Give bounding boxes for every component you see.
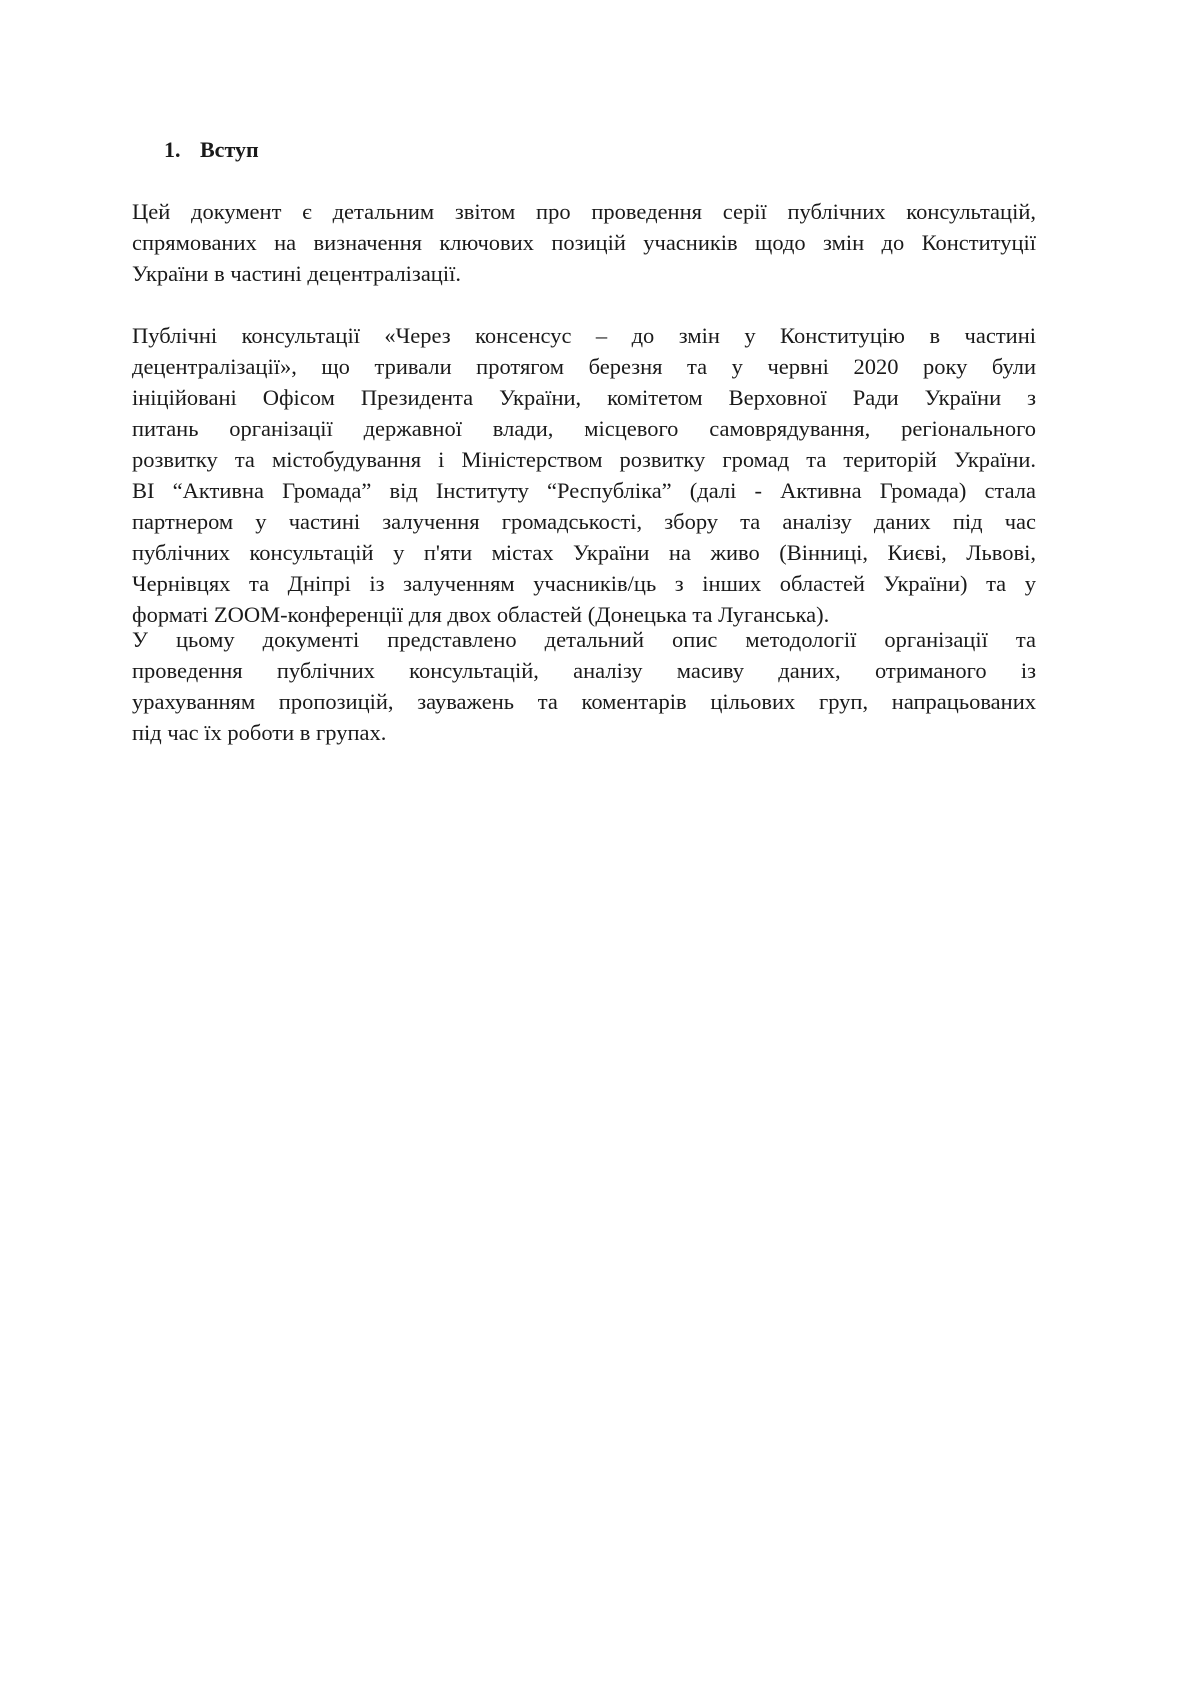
text-line: Чернівцях та Дніпрі із залученням учасників/ць з інших областей України) та у <box>132 571 1036 596</box>
paragraph-intro <box>132 196 1036 289</box>
text-line: У цьому документі представлено детальний опис методології організації та <box>132 627 1036 652</box>
text-line: децентралізації», що тривали протягом березня та у червні 2020 року були <box>132 354 1036 379</box>
text-line: ВІ “Активна Громада” від Інституту “Республіка” (далі - Активна Громада) стала <box>132 478 1036 503</box>
section-heading <box>164 136 259 164</box>
text-line: України в частині децентралізації. <box>132 261 461 286</box>
text-line: публічних консультацій у п'яти містах України на живо (Вінниці, Києві, Львові, <box>132 540 1036 565</box>
paragraph-document-contents <box>132 624 1036 748</box>
text-line: питань організації державної влади, місцевого самоврядування, регіонального <box>132 416 1036 441</box>
paragraph-consultations <box>132 320 1036 630</box>
text-line: спрямованих на визначення ключових позицій учасників щодо змін до Конституції <box>132 230 1036 255</box>
text-line: під час їх роботи в групах. <box>132 720 387 745</box>
text-line: проведення публічних консультацій, аналізу масиву даних, отриманого із <box>132 658 1036 683</box>
text-line: партнером у частині залучення громадськості, збору та аналізу даних під час <box>132 509 1036 534</box>
section-title: Вступ <box>200 137 259 162</box>
text-line: форматі ZOOM-конференції для двох областей (Донецька та Луганська). <box>132 602 830 627</box>
text-line: ініційовані Офісом Президента України, комітетом Верховної Ради України з <box>132 385 1036 410</box>
text-line: урахуванням пропозицій, зауважень та коментарів цільових груп, напрацьованих <box>132 689 1036 714</box>
text-line: Публічні консультації «Через консенсус – до змін у Конституцію в частині <box>132 323 1036 348</box>
text-line: Цей документ є детальним звітом про проведення серії публічних консультацій, <box>132 199 1036 224</box>
text-line: розвитку та містобудування і Міністерством розвитку громад та територій України. <box>132 447 1036 472</box>
section-number: 1. <box>164 137 181 162</box>
